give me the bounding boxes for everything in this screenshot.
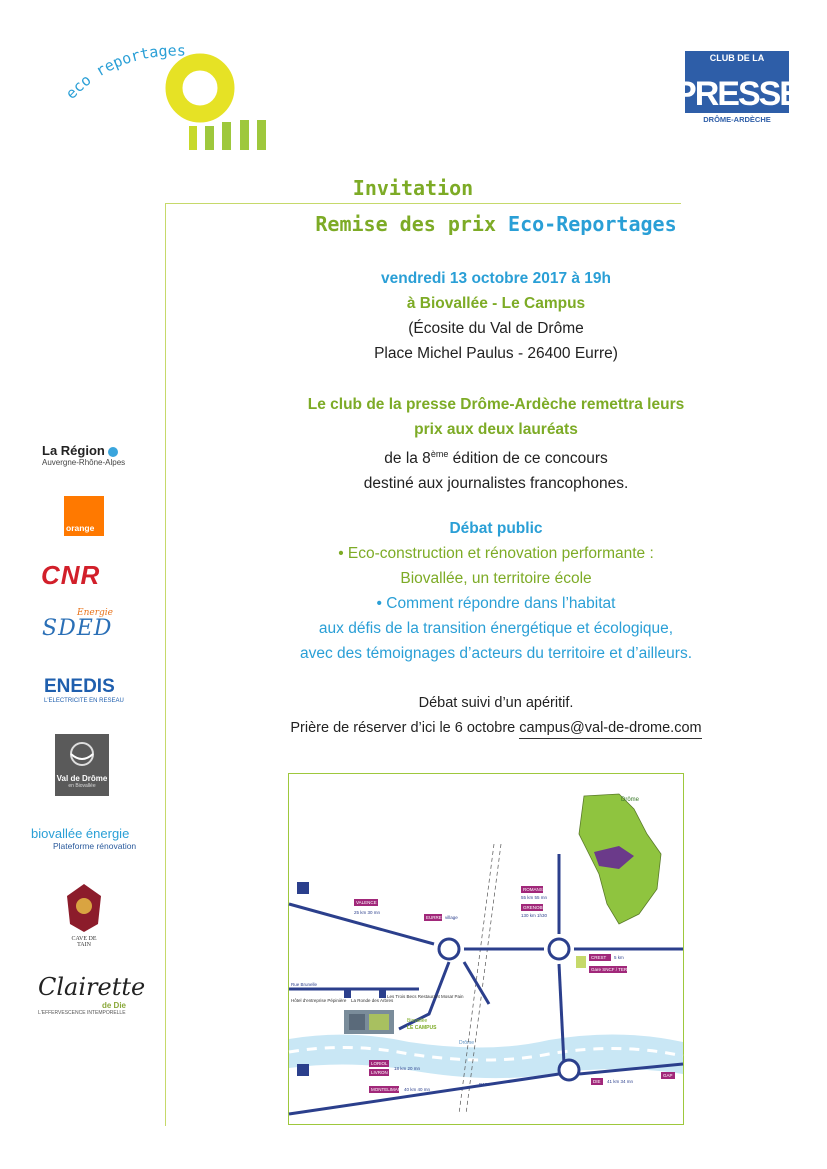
- email-link[interactable]: campus@val-de-drome.com: [519, 720, 701, 739]
- svg-text:MONTELIMAR: MONTELIMAR: [371, 1087, 402, 1092]
- enedis-logo: ENEDIS L'ELECTRICITE EN RESEAU: [44, 676, 124, 704]
- highway-sign-south: [297, 1064, 309, 1076]
- eco-reportages-logo: [62, 40, 267, 155]
- svg-text:CREST: CREST: [591, 955, 607, 960]
- svg-text:village: village: [445, 915, 458, 920]
- edition-line: de la 8ème édition de ce concours: [384, 449, 608, 468]
- svg-text:D104: D104: [479, 1082, 490, 1087]
- debate-item-2-line-2: aux défis de la transition énergétique et écologique,: [318, 620, 674, 637]
- svg-text:Gare SNCF / TER: Gare SNCF / TER: [591, 967, 628, 972]
- svg-text:55 km 55 mn: 55 km 55 mn: [521, 895, 548, 900]
- debate-item-1-line-2: Biovallée, un territoire école: [400, 570, 592, 587]
- svg-text:25 km 30 mn: 25 km 30 mn: [354, 910, 381, 915]
- val-de-drome-logo: Val de Drôme en Biovallée: [55, 734, 109, 796]
- svg-text:5 km: 5 km: [614, 955, 624, 960]
- svg-text:GRENOBLE: GRENOBLE: [523, 905, 549, 910]
- roundabout-west: [439, 939, 459, 959]
- debate-item-1: • Eco-construction et rénovation performante :: [338, 545, 654, 562]
- svg-text:41 km 34 mn: 41 km 34 mn: [607, 1079, 634, 1084]
- svg-text:PRESSE: PRESSE: [674, 75, 800, 113]
- svg-text:130 km 1h30: 130 km 1h30: [521, 913, 548, 918]
- svg-text:GAP: GAP: [663, 1073, 673, 1078]
- parking-icon-2: [379, 990, 386, 998]
- roundabout-south: [559, 1060, 579, 1080]
- address-line-2: Place Michel Paulus - 26400 Eurre): [374, 345, 618, 362]
- cave-de-tain-logo: CAVE DE TAIN: [65, 884, 103, 942]
- svg-text:Drôme: Drôme: [459, 1040, 475, 1046]
- svg-text:VALENCE: VALENCE: [356, 900, 377, 905]
- svg-text:Rue Brunelle: Rue Brunelle: [291, 982, 318, 987]
- svg-text:LE CAMPUS: LE CAMPUS: [407, 1025, 437, 1031]
- access-map-drawing: [289, 774, 683, 1124]
- svg-text:18 km 20 mn: 18 km 20 mn: [394, 1066, 421, 1071]
- svg-text:Drôme: Drôme: [621, 797, 640, 803]
- debate-item-2-line-3: avec des témoignages d’acteurs du territoire et d’ailleurs.: [299, 645, 692, 662]
- svg-text:DIE: DIE: [593, 1079, 601, 1084]
- eco-logo-text: eco reportages: [62, 41, 187, 103]
- svg-text:LORIOL: LORIOL: [371, 1061, 388, 1066]
- region-logo: La Région Auvergne-Rhône-Alpes: [42, 443, 126, 467]
- drome-river: [289, 1034, 683, 1078]
- cave-de-tain-icon: [65, 884, 103, 932]
- svg-text:CLUB DE LA: CLUB DE LA: [709, 53, 765, 63]
- svg-text:La Ronde des Arbres: La Ronde des Arbres: [351, 998, 394, 1003]
- access-map: [288, 773, 684, 1125]
- svg-text:LIVRON: LIVRON: [371, 1070, 388, 1075]
- clairette-de-die-logo: Clairette de Die L'EFFERVESCENCE INTEMPORELLE: [38, 973, 146, 1016]
- svg-text:40 km 40 mn: 40 km 40 mn: [404, 1087, 431, 1092]
- train-icon: [576, 956, 586, 968]
- debate-section: [165, 516, 827, 666]
- edition-line-2: destiné aux journalistes francophones.: [363, 475, 629, 493]
- reserve-line: Prière de réserver d’ici le 6 octobre campus@val-de-drome.com: [165, 716, 827, 741]
- svg-text:ROMANS: ROMANS: [523, 887, 543, 892]
- val-de-drome-icon: [55, 734, 109, 770]
- biovallee-energie-logo: biovallée énergie Plateforme rénovation: [31, 826, 137, 851]
- event-details: [165, 266, 827, 366]
- region-icon: [108, 447, 118, 457]
- svg-text:Biovallée: Biovallée: [407, 1018, 428, 1024]
- parking-icon: [344, 990, 351, 998]
- roundabout-east: [549, 939, 569, 959]
- event-place: à Biovallée - Le Campus: [406, 295, 586, 312]
- svg-text:EURRE: EURRE: [426, 915, 442, 920]
- club-announcement: [165, 392, 827, 496]
- event-date: vendredi 13 octobre 2017 à 19h: [380, 270, 612, 287]
- svg-text:Hôtel d'entreprise Pépinière: Hôtel d'entreprise Pépinière: [291, 998, 347, 1003]
- debate-item-2: • Comment répondre dans l’habitat: [376, 595, 616, 612]
- cnr-logo: CNR: [41, 560, 101, 590]
- reservation: [165, 691, 827, 741]
- club-line-2: prix aux deux lauréats: [414, 421, 578, 438]
- invitation-title: Invitation: [352, 176, 474, 200]
- event-title: Remise des prix Eco-Reportages: [315, 212, 677, 236]
- address-line-1: (Écosite du Val de Drôme: [408, 320, 584, 337]
- svg-text:Les Trois Becs Restaurant Mosa: Les Trois Becs Restaurant Mosaï Pain: [387, 994, 464, 999]
- svg-text:DRÔME-ARDÈCHE: DRÔME-ARDÈCHE: [703, 115, 771, 124]
- highway-sign-north: [297, 882, 309, 894]
- club-line-1: Le club de la presse Drôme-Ardèche remettra leurs: [307, 396, 685, 413]
- club-presse-logo: [674, 50, 800, 126]
- aperitif-note: Débat suivi d’un apéritif.: [418, 695, 574, 711]
- orange-logo: orange: [64, 496, 104, 536]
- frame-top-line: [165, 203, 681, 204]
- debate-title: Débat public: [449, 520, 543, 537]
